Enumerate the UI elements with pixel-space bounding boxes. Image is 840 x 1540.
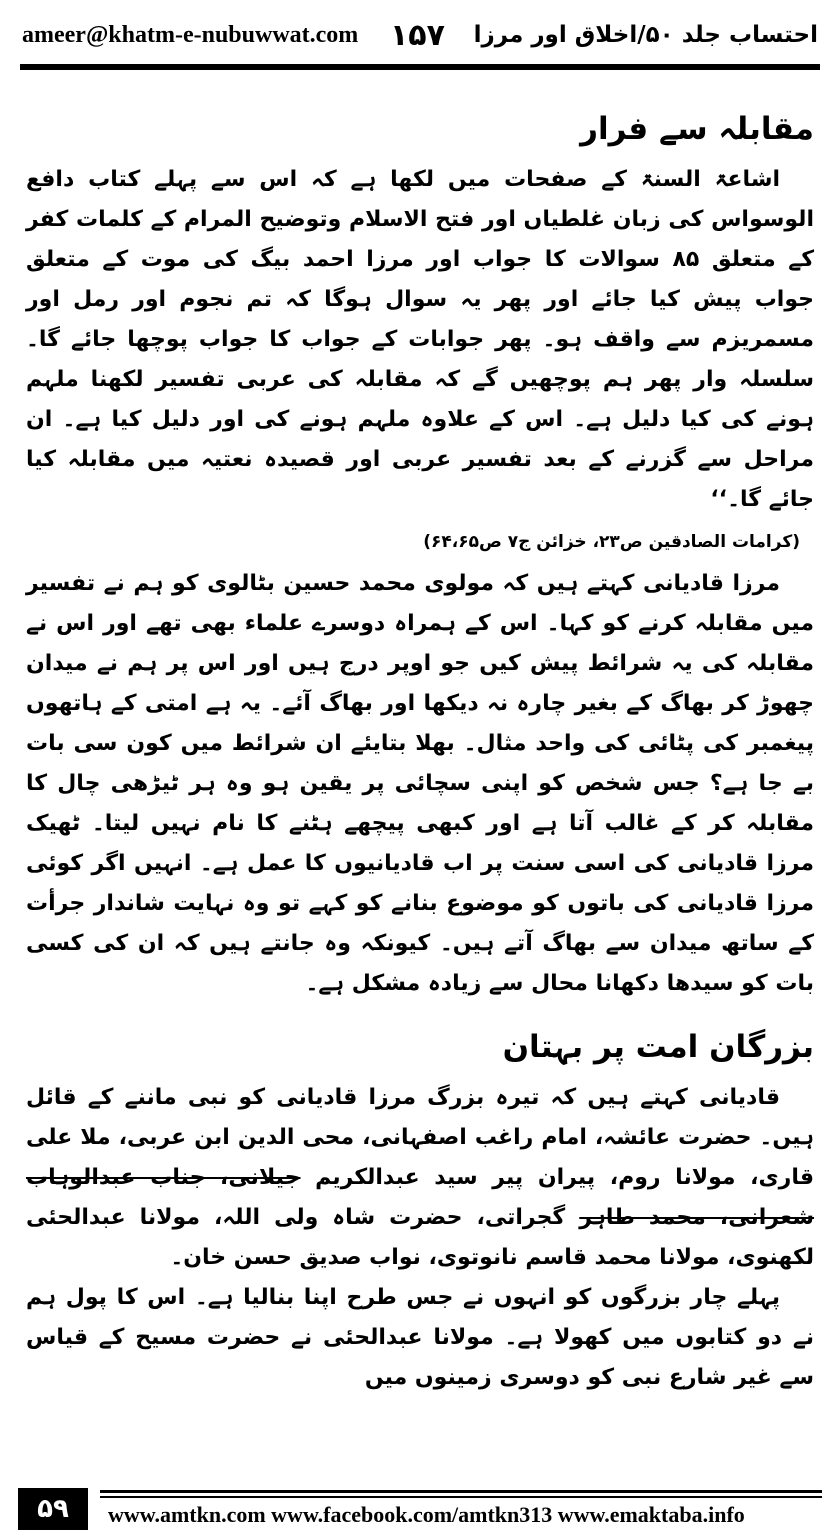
- header-page-number: ۱۵۷: [390, 18, 445, 53]
- section-2-paragraph-1: [26, 1078, 814, 1278]
- citation: (کرامات الصادقین ص۲۳، خزائن ج۷ ص۶۴،۶۵): [423, 532, 800, 552]
- section-2-paragraph-2: پہلے چار بزرگوں کو انہوں نے جس طرح اپنا بنالیا ہے۔ اس کا پول ہم نے دو کتابوں میں کھولا ہے۔ مولانا عبدالحئی نے حضرت مسیح کے قیاس سے غیر شارع نبی کو دوسری زمینوں میں: [26, 1285, 814, 1390]
- section-heading-slander: بزرگان امت پر بہتان: [502, 1029, 814, 1065]
- struck-text: جیلانی، جناب عبدالوہاب شعرانی، محمد طاہر: [26, 1165, 814, 1230]
- section-1-paragraph-2: مرزا قادیانی کہتے ہیں کہ مولوی محمد حسین بٹالوی کو ہم نے تفسیر میں مقابلہ کرنے کو کہا۔ اس کے ہمراہ دوسرے علماء بھی تھے اور اس نے مقابلہ کی یہ شرائط پیش کیں جو اوپر درج ہیں اور اس پر ہم نے میدان چھوڑ کر بھاگ کے بغیر چارہ نہ دیکھا اور بھاگ آئے۔ یہ ہے امتی کے ہاتھوں پیغمبر کی پٹائی کی واحد مثال۔ بھلا بتایئے ان شرائط میں کون سی بات بے جا ہے؟ جس شخص کو اپنی سچائی پر یقین ہو وہ ہر ٹیڑھی چال کا مقابلہ کر کے غالب آتا ہے اور کبھی پیچھے ہٹنے کا نام نہیں لیتا۔ ٹھیک مرزا قادیانی کی اسی سنت پر اب قادیانیوں کا عمل ہے۔ انہیں اگر کوئی مرزا قادیانی کی باتوں کو موضوع بنانے کو کہے تو وہ نہایت شاندار جرأت کے ساتھ میدان سے بھاگ آتے ہیں۔ کیونکہ وہ جانتے ہیں کہ ان کی کسی بات کو سیدھا دکھانا محال سے زیادہ مشکل ہے۔: [26, 571, 814, 996]
- section-1-paragraph-1: اشاعۃ السنۃ کے صفحات میں لکھا ہے کہ اس سے پہلے کتاب دافع الوسواس کی زبان غلطیاں اور فتح الاسلام وتوضیح المرام کے کلمات کفر کے متعلق ۸۵ سوالات کا جواب اور مرزا احمد بیگ کی موت کے متعلق جواب پیش کیا جائے اور پھر یہ سوال ہوگا کہ تم نجوم اور رمل اور مسمریزم سے واقف ہو۔ پھر جوابات کے جواب کا جواب پوچھا جائے گا۔ سلسلہ وار پھر ہم پوچھیں گے کہ مقابلہ کی عربی تفسیر لکھنا ملہم ہونے کی کیا دلیل ہے۔ اس کے علاوہ ملہم ہونے کی اور دلیل کیا ہے۔ ان مراحل سے گزرنے کے بعد تفسیر عربی اور قصیدہ نعتیہ میں مقابلہ کیا جائے گا۔‘‘: [26, 167, 814, 512]
- footer-links: www.amtkn.com www.facebook.com/amtkn313 www.emaktaba.info: [108, 1502, 745, 1527]
- header-running-title: احتساب جلد ۵۰/اخلاق اور مرزا: [473, 22, 818, 48]
- page-header: [22, 18, 818, 58]
- header-email: ameer@khatm-e-nubuwwat.com: [22, 22, 359, 48]
- paragraph-text: قادیانی کہتے ہیں کہ تیرہ بزرگ مرزا قادیانی کو نبی ماننے کے قائل ہیں۔ حضرت عائشہ، امام راغب اصفہانی، محی الدین ابن عربی، ملا علی قاری، مولانا روم، پیران پیر سید عبدالکریم: [26, 1085, 814, 1190]
- footer-page-number: ۵۹: [18, 1488, 88, 1530]
- footer-rule-thin: [100, 1496, 822, 1498]
- header-rule: [20, 64, 820, 70]
- footer-rule: [100, 1490, 822, 1493]
- page-footer: [18, 1486, 822, 1534]
- section-heading-escape: مقابلہ سے فرار: [580, 111, 814, 147]
- page-content: [26, 86, 814, 1398]
- paragraph-text: گجراتی، حضرت شاہ ولی اللہ، مولانا عبدالحئی لکھنوی، مولانا محمد قاسم نانوتوی، نواب صدیق حسن خان۔: [26, 1205, 814, 1270]
